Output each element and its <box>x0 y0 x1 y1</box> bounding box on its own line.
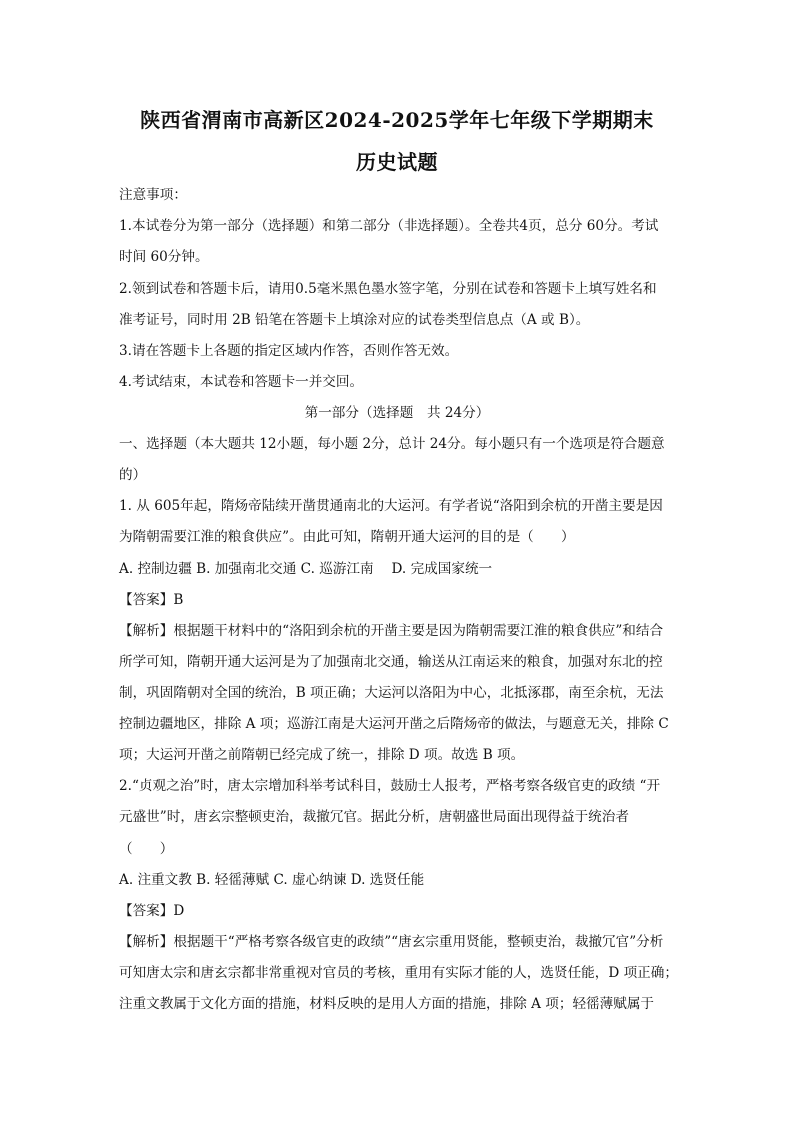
question-1-analysis: 【解析】根据题干材料中的“洛阳到余杭的开凿主要是因为隋朝需要江淮的粮食供应”和结合 <box>119 623 664 639</box>
notice-line: 3.请在答题卡上各题的指定区域内作答，否则作答无效。 <box>119 343 459 359</box>
notice-line: 2.领到试卷和答题卡后，请用0.5毫米黑色墨水签字笔，分别在试卷和答题卡上填写姓名和 <box>119 281 657 297</box>
question-1-stem: 为隋朝需要江淮的粮食供应”。由此可知，隋朝开通大运河的目的是（ ） <box>119 529 575 545</box>
question-2-analysis: 注重文教属于文化方面的措施，材料反映的是用人方面的措施，排除 A 项；轻徭薄赋属于 <box>119 996 655 1012</box>
question-2-answer: 【答案】D <box>119 903 185 919</box>
question-1-stem: 1. 从 605年起，隋炀帝陆续开凿贯通南北的大运河。有学者说“洛阳到余杭的开凿主要是因 <box>119 498 663 514</box>
question-1-options: A. 控制边疆 B. 加强南北交通 C. 巡游江南 D. 完成国家统一 <box>119 561 493 577</box>
notice-line: 1.本试卷分为第一部分（选择题）和第二部分（非选择题）。全卷共4页，总分 60分。考试 <box>119 218 659 234</box>
question-2-stem: （ ） <box>119 841 174 857</box>
part1-title: 第一部分（选择题 共 24分） <box>304 405 490 421</box>
exam-subtitle: 历史试题 <box>356 150 438 174</box>
question-1-answer: 【答案】B <box>119 592 184 608</box>
question-1-analysis: 所学可知，隋朝开通大运河是为了加强南北交通，输送从江南运来的粮食，加强对东北的控 <box>119 654 663 670</box>
question-1-analysis: 项；大运河开凿之前隋朝已经完成了统一，排除 D 项。故选 B 项。 <box>119 747 525 763</box>
section-heading: 一、选择题（本大题共 12小题，每小题 2分，总计 24分。每小题只有一个选项是符合题意 <box>119 436 665 452</box>
question-1-analysis: 控制边疆地区，排除 A 项；巡游江南是大运河开凿之后隋炀帝的做法，与题意无关，排除 C <box>119 716 669 732</box>
question-2-options: A. 注重文教 B. 轻徭薄赋 C. 虚心纳谏 D. 选贤任能 <box>119 872 425 888</box>
section-heading: 的） <box>119 467 147 483</box>
question-1-analysis: 制，巩固隋朝对全国的统治，B 项正确；大运河以洛阳为中心，北抵涿郡，南至余杭，无法 <box>119 685 664 701</box>
question-2-analysis: 可知唐太宗和唐玄宗都非常重视对官员的考核，重用有实际才能的人，选贤任能，D 项正确； <box>119 965 678 981</box>
question-2-stem: 元盛世”时，唐玄宗整顿吏治，裁撤冗官。据此分析，唐朝盛世局面出现得益于统治者 <box>119 809 629 825</box>
notice-line: 准考证号，同时用 2B 铅笔在答题卡上填涂对应的试卷类型信息点（A 或 B）。 <box>119 312 590 328</box>
question-2-stem: 2.“贞观之治”时，唐太宗增加科举考试科目，鼓励士人报考，严格考察各级官吏的政绩 “开 <box>119 778 661 794</box>
question-2-analysis: 【解析】根据题干“严格考察各级官吏的政绩”“唐玄宗重用贤能，整顿吏治，裁撤冗官”分析 <box>119 934 664 950</box>
notice-line: 4.考试结束，本试卷和答题卡一并交回。 <box>119 374 364 390</box>
notice-heading: 注意事项： <box>119 187 187 203</box>
exam-title: 陕西省渭南市高新区2024-2025学年七年级下学期期末 <box>140 108 654 132</box>
notice-line: 时间 60分钟。 <box>119 249 209 265</box>
